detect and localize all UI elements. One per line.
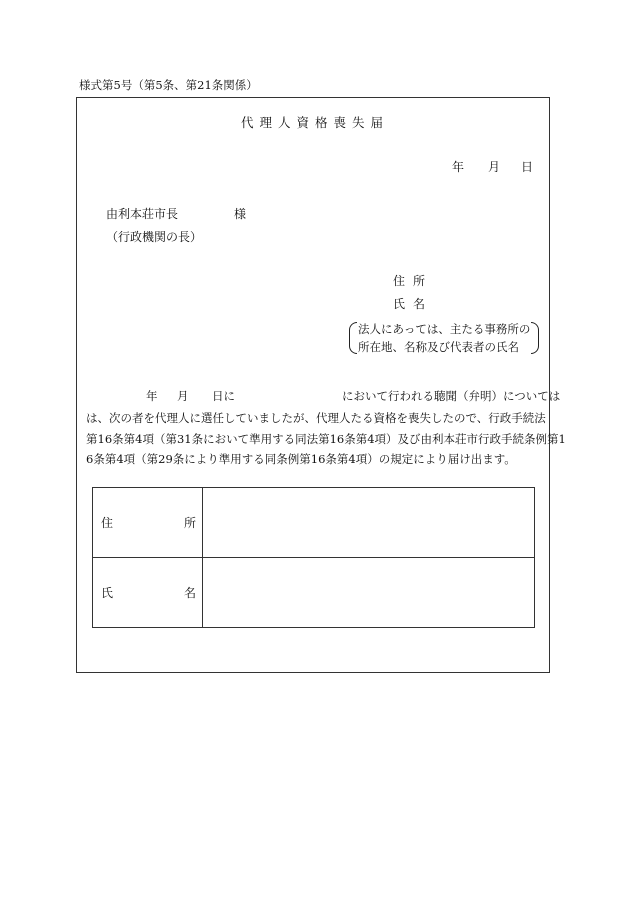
agent-name-label-cell: [93, 558, 203, 628]
date-day-label: 日: [521, 160, 534, 174]
addressee-honorific: 様: [234, 207, 247, 221]
agent-name-label-second: 名: [183, 586, 196, 600]
addressee-note: （行政機関の長）: [106, 230, 203, 244]
agent-address-field[interactable]: [203, 488, 534, 557]
body-month-label: 月: [177, 389, 189, 403]
addressee-name: 由利本荘市長: [106, 207, 179, 221]
right-bracket: [531, 322, 539, 354]
body-text-line-4: 6条第4項（第29条により準用する同条例第16条第4項）の規定により届け出ます。: [86, 452, 516, 466]
applicant-name-label: 氏名: [393, 297, 434, 311]
body-year-label: 年: [146, 389, 158, 403]
document-title: 代理人資格喪失届: [240, 115, 389, 130]
agent-table: [92, 487, 535, 628]
agent-name-field[interactable]: [203, 558, 534, 628]
agent-address-label-cell: [93, 488, 203, 557]
applicant-address-label: 住所: [393, 274, 434, 288]
agent-address-label-first: 住: [101, 516, 114, 530]
corporation-note-line-2: 所在地、名称及び代表者の氏名: [358, 340, 519, 354]
agent-name-label-first: 氏: [101, 586, 114, 600]
date-year-label: 年: [452, 160, 465, 174]
agent-address-row: [93, 488, 534, 558]
left-bracket: [349, 322, 357, 354]
corporation-note-line-1: 法人にあっては、主たる事務所の: [358, 322, 531, 336]
form-number: 様式第5号（第5条、第21条関係）: [79, 78, 258, 92]
body-text-line-2: は、次の者を代理人に選任していましたが、代理人たる資格を喪失したので、行政手続法: [86, 411, 546, 425]
date-month-label: 月: [488, 160, 501, 174]
agent-name-row: [93, 558, 534, 628]
corporation-note: [349, 322, 539, 356]
body-day-label: 日に: [212, 389, 235, 403]
agent-address-label-second: 所: [183, 516, 196, 530]
body-text-line-3: 第16条第4項（第31条において準用する同法第16条第4項）及び由利本荘市行政手続条例第1: [86, 432, 566, 446]
body-text-line-1: において行われる聴聞（弁明）については: [342, 389, 561, 403]
